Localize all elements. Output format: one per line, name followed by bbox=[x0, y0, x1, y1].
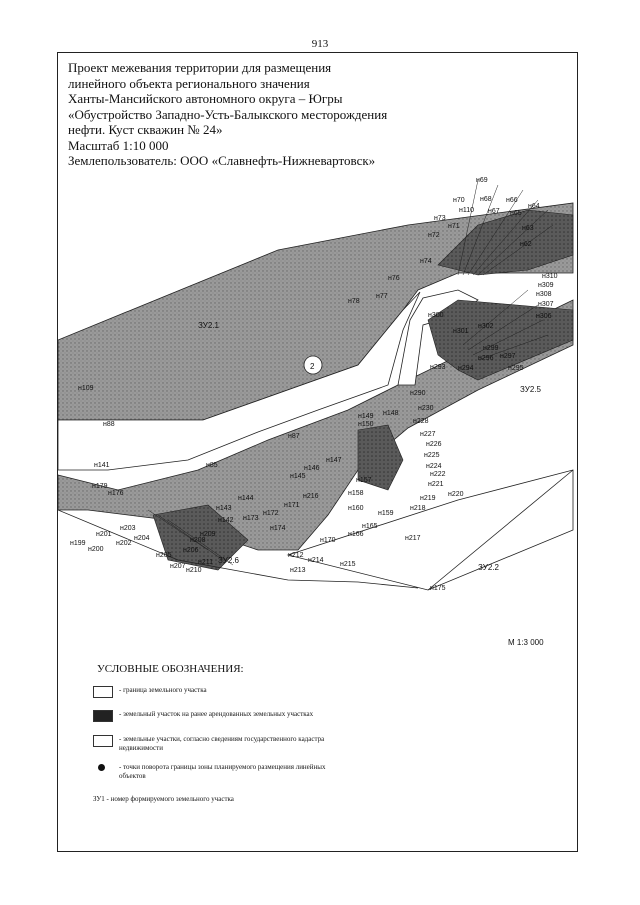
legend-text: - земельные участки, согласно сведениям государственного кадастра недвижимости bbox=[119, 735, 325, 752]
boundary-swatch bbox=[93, 686, 113, 698]
point-label: н74 bbox=[420, 258, 432, 265]
point-label: н306 bbox=[536, 313, 552, 320]
point-label: н72 bbox=[428, 232, 440, 239]
point-dot-icon bbox=[98, 764, 105, 771]
point-label: н296 bbox=[478, 355, 494, 362]
point-label: н172 bbox=[263, 510, 279, 517]
cadastre-swatch bbox=[93, 735, 113, 747]
point-label: н142 bbox=[218, 517, 234, 524]
zone-label: ЗУ2.5 bbox=[520, 385, 541, 394]
point-label: н302 bbox=[478, 323, 494, 330]
point-label: н200 bbox=[88, 546, 104, 553]
point-label: н224 bbox=[426, 463, 442, 470]
point-label: н204 bbox=[134, 535, 150, 542]
point-label: н207 bbox=[170, 563, 186, 570]
point-label: н150 bbox=[358, 421, 374, 428]
point-label: н157 bbox=[356, 477, 372, 484]
point-label: н226 bbox=[426, 441, 442, 448]
point-label: н179 bbox=[92, 483, 108, 490]
point-label: н165 bbox=[362, 523, 378, 530]
parcel-number: 2 bbox=[310, 362, 315, 371]
point-label: н222 bbox=[430, 471, 446, 478]
point-label: н308 bbox=[536, 291, 552, 298]
point-label: н175 bbox=[430, 585, 446, 592]
point-label: н159 bbox=[378, 510, 394, 517]
point-label: н301 bbox=[453, 328, 469, 335]
point-label: н203 bbox=[120, 525, 136, 532]
point-label: н209 bbox=[200, 531, 216, 538]
point-label: н293 bbox=[430, 364, 446, 371]
point-label: н211 bbox=[198, 559, 214, 566]
point-label: н219 bbox=[420, 495, 436, 502]
zone-label: ЗУ2.1 bbox=[198, 321, 219, 330]
point-label: н148 bbox=[383, 410, 399, 417]
point-label: н216 bbox=[303, 493, 319, 500]
point-label: н144 bbox=[238, 495, 254, 502]
point-label: н227 bbox=[420, 431, 436, 438]
point-label: н214 bbox=[308, 557, 324, 564]
point-label: н87 bbox=[288, 433, 300, 440]
map bbox=[58, 170, 578, 650]
scale-line: Масштаб 1:10 000 bbox=[68, 137, 169, 153]
point-label: н202 bbox=[116, 540, 132, 547]
point-label: н88 bbox=[103, 421, 115, 428]
title-block bbox=[68, 60, 468, 169]
point-label: н299 bbox=[483, 345, 499, 352]
point-label: н225 bbox=[424, 452, 440, 459]
point-label: н210 bbox=[186, 567, 202, 574]
point-label: н69 bbox=[476, 177, 488, 184]
point-label: н63 bbox=[522, 225, 534, 232]
point-label: н149 bbox=[358, 413, 374, 420]
point-label: н173 bbox=[243, 515, 259, 522]
point-label: н217 bbox=[405, 535, 421, 542]
point-label: н166 bbox=[348, 531, 364, 538]
legend-footnote-text: ЗУ1 - номер формируемого земельного участка bbox=[93, 795, 234, 803]
point-label: н67 bbox=[488, 208, 500, 215]
point-label: н212 bbox=[288, 552, 304, 559]
point-label: н68 bbox=[480, 196, 492, 203]
map-scale: М 1:3 000 bbox=[508, 638, 544, 647]
point-label: н160 bbox=[348, 505, 364, 512]
point-label: н171 bbox=[284, 502, 300, 509]
point-label: н300 bbox=[428, 312, 444, 319]
point-label: н176 bbox=[108, 490, 124, 497]
point-label: н70 bbox=[453, 197, 465, 204]
zone-label: ЗУ2.2 bbox=[478, 563, 499, 572]
point-label: н205 bbox=[156, 552, 172, 559]
point-label: н220 bbox=[448, 491, 464, 498]
point-label: н62 bbox=[520, 241, 532, 248]
point-label: н78 bbox=[348, 298, 360, 305]
point-label: н295 bbox=[508, 365, 524, 372]
legend-text: - точки поворота границы зоны планируемого размещения линейных объектов bbox=[119, 763, 326, 780]
point-label: н76 bbox=[388, 275, 400, 282]
point-label: н85 bbox=[206, 462, 218, 469]
point-label: н310 bbox=[542, 273, 558, 280]
point-label: н66 bbox=[506, 197, 518, 204]
point-label: н64 bbox=[528, 203, 540, 210]
point-label: н208 bbox=[190, 537, 206, 544]
point-label: н297 bbox=[500, 353, 516, 360]
point-label: н201 bbox=[96, 531, 112, 538]
leased-swatch bbox=[93, 710, 113, 722]
title-line: Ханты-Мансийского автономного округа – Югры bbox=[68, 91, 343, 106]
title-line: Проект межевания территории для размещения bbox=[68, 60, 332, 75]
point-label: н110 bbox=[459, 207, 475, 214]
point-label: н65 bbox=[510, 210, 522, 217]
title-line: «Обустройство Западно-Усть-Балыкского месторождения bbox=[68, 106, 388, 122]
point-label: н218 bbox=[410, 505, 426, 512]
point-label: н199 bbox=[70, 540, 86, 547]
point-label: н294 bbox=[458, 365, 474, 372]
point-label: н71 bbox=[448, 223, 460, 230]
zone-label: ЗУ2.6 bbox=[218, 556, 239, 565]
point-label: н145 bbox=[290, 473, 306, 480]
point-label: н215 bbox=[340, 561, 356, 568]
point-label: н141 bbox=[94, 462, 110, 469]
point-label: н73 bbox=[434, 215, 446, 222]
point-label: н228 bbox=[413, 418, 429, 425]
point-label: н146 bbox=[304, 465, 320, 472]
point-label: н147 bbox=[326, 457, 342, 464]
point-label: н309 bbox=[538, 282, 554, 289]
point-label: н158 bbox=[348, 490, 364, 497]
point-label: н206 bbox=[183, 547, 199, 554]
point-label: н221 bbox=[428, 481, 444, 488]
point-label: н174 bbox=[270, 525, 286, 532]
point-label: н307 bbox=[538, 301, 554, 308]
title-line: линейного объекта регионального значения bbox=[68, 75, 310, 91]
legend-title: УСЛОВНЫЕ ОБОЗНАЧЕНИЯ: bbox=[97, 663, 244, 675]
point-label: н77 bbox=[376, 293, 388, 300]
point-label: н109 bbox=[78, 385, 94, 392]
point-label: н230 bbox=[418, 405, 434, 412]
land-user-line: Землепользователь: ООО «Славнефть-Нижневартовск» bbox=[68, 153, 376, 168]
point-label: н290 bbox=[410, 390, 426, 397]
point-label: н143 bbox=[216, 505, 232, 512]
point-label: н213 bbox=[290, 567, 306, 574]
point-label: н170 bbox=[320, 537, 336, 544]
title-line: нефти. Куст скважин № 24» bbox=[68, 122, 223, 137]
legend-text: - земельный участок на ранее арендованных земельных участках bbox=[119, 710, 314, 718]
legend-text: - граница земельного участка bbox=[119, 686, 207, 694]
page-number: 913 bbox=[311, 38, 329, 50]
